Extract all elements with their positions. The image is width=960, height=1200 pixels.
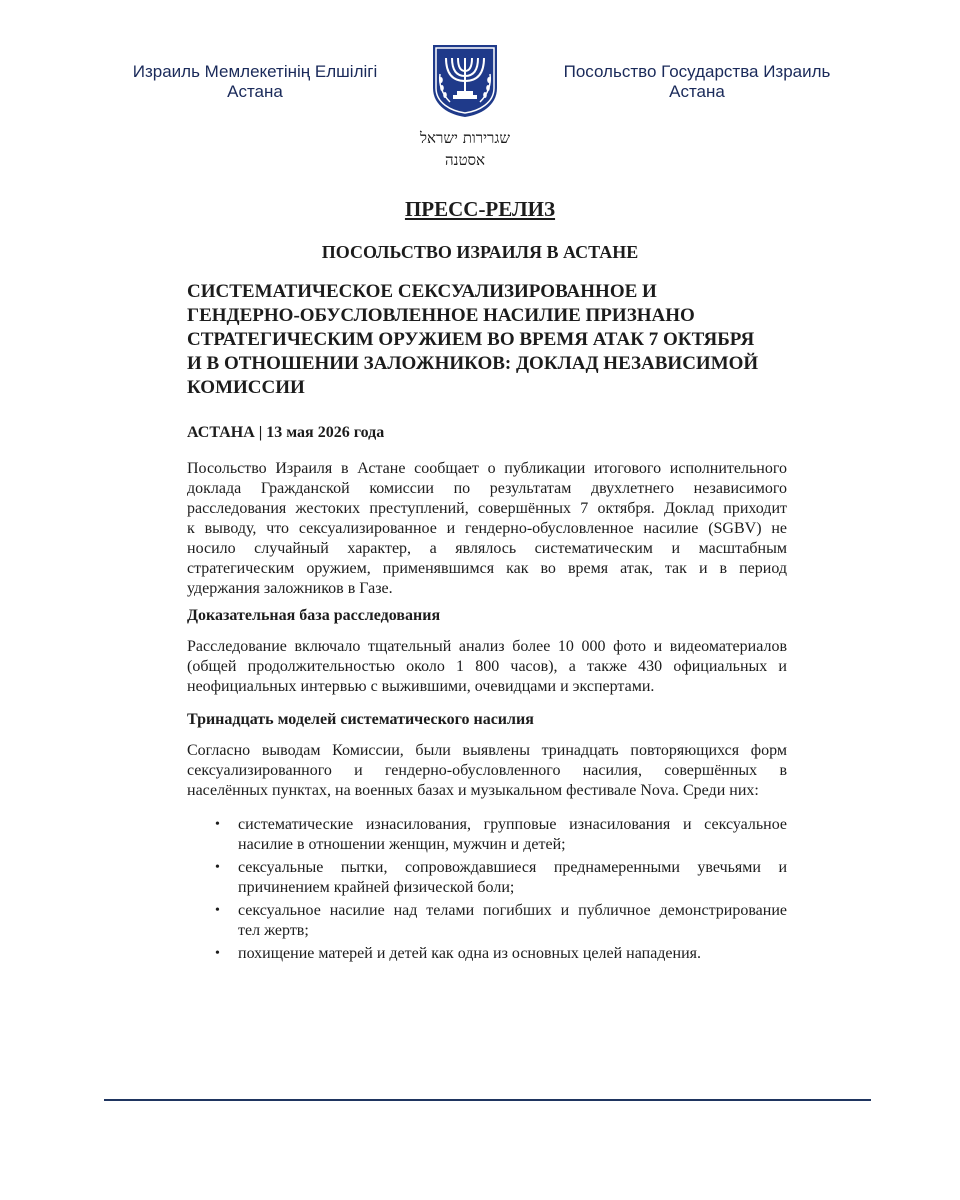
evidence-paragraph	[187, 637, 787, 697]
headline-line: И В ОТНОШЕНИИ ЗАЛОЖНИКОВ: ДОКЛАД НЕЗАВИСИМОЙ	[187, 353, 759, 374]
paragraph-line: удержания заложников в Газе.	[187, 580, 393, 597]
bullet-icon: •	[215, 946, 220, 961]
bullet-icon: •	[215, 860, 220, 875]
list-item-line: насилие в отношении женщин, мужчин и детей;	[238, 836, 566, 853]
paragraph-line: носило случайный характер, а являлось систематическим и масштабным	[187, 540, 787, 557]
headline-line: СТРАТЕГИЧЕСКИМ ОРУЖИЕМ ВО ВРЕМЯ АТАК 7 ОКТЯБРЯ	[187, 329, 755, 350]
paragraph-line: Расследование включало тщательный анализ более 10 000 фото и видеоматериалов	[187, 638, 787, 655]
header-russian-line2: Астана	[669, 82, 725, 101]
paragraph-line: стратегическим оружием, применявшимся как во время атак, так и в период	[187, 560, 787, 577]
menorah-emblem-icon	[432, 44, 498, 118]
footer-divider	[104, 1099, 871, 1101]
headline-line: ГЕНДЕРНО-ОБУСЛОВЛЕННОЕ НАСИЛИЕ ПРИЗНАНО	[187, 305, 695, 326]
paragraph-line: Согласно выводам Комиссии, были выявлены тринадцать повторяющихся форм	[187, 742, 787, 759]
list-item-line: причинением крайней физической боли;	[238, 879, 515, 896]
header-kazakh-line1: Израиль Мемлекетінің Елшілігі	[132, 62, 378, 81]
list-item	[187, 858, 787, 898]
intro-paragraph	[187, 459, 787, 599]
section-heading-evidence: Доказательная база расследования	[187, 607, 441, 624]
header-kazakh-block	[105, 62, 405, 102]
header-russian-line1: Посольство Государства Израиль	[563, 62, 831, 81]
patterns-paragraph	[187, 741, 787, 801]
list-item	[187, 815, 787, 855]
paragraph-line: к выводу, что сексуализированное и гендерно-обусловленное насилие (SGBV) не	[187, 520, 787, 537]
paragraph-line: (общей продолжительностью около 1 800 часов), а также 430 официальных и	[187, 658, 787, 675]
page-title: ПРЕСС-РЕЛИЗ	[404, 197, 556, 221]
headline-line: КОМИССИИ	[187, 377, 305, 398]
list-item-line: сексуальное насилие над телами погибших и публичное демонстрирование	[238, 902, 787, 919]
header-hebrew-line1: שגרירות ישראל	[420, 129, 510, 147]
bullet-icon: •	[215, 817, 220, 832]
paragraph-line: расследования жестоких преступлений, совершённых 7 октября. Доклад приходит	[187, 500, 787, 517]
bullet-icon: •	[215, 903, 220, 918]
list-item	[187, 901, 787, 941]
paragraph-line: доклада Гражданской комиссии по результатам двухлетнего независимого	[187, 480, 787, 497]
headline-line: СИСТЕМАТИЧЕСКОЕ СЕКСУАЛИЗИРОВАННОЕ И	[187, 281, 657, 302]
paragraph-line: сексуализированного и гендерно-обусловленного насилия, совершённых в	[187, 762, 787, 779]
paragraph-line: Посольство Израиля в Астане сообщает о публикации итогового исполнительного	[187, 460, 787, 477]
header-hebrew-block	[380, 127, 550, 171]
paragraph-line: неофициальных интервью с выжившими, очевидцами и экспертами.	[187, 678, 655, 695]
list-item-line: похищение матерей и детей как одна из основных целей нападения.	[238, 945, 702, 962]
list-item-line: тел жертв;	[238, 922, 309, 939]
list-item-line: систематические изнасилования, групповые изнасилования и сексуальное	[238, 816, 787, 833]
header-hebrew-line2: אסטנה	[444, 151, 486, 169]
header-kazakh-line2: Астана	[227, 82, 283, 101]
section-heading-patterns: Тринадцать моделей систематического насилия	[187, 711, 534, 728]
header-russian-block	[547, 62, 847, 102]
dateline: АСТАНА | 13 мая 2026 года	[187, 424, 385, 441]
subtitle: ПОСОЛЬСТВО ИЗРАИЛЯ В АСТАНЕ	[321, 242, 639, 262]
headline	[187, 280, 787, 400]
list-item-line: сексуальные пытки, сопровождавшиеся преднамеренными увечьями и	[238, 859, 787, 876]
list-item	[187, 944, 787, 964]
paragraph-line: населённых пунктах, на военных базах и музыкальном фестивале Nova. Среди них:	[187, 782, 759, 799]
bullet-list	[187, 815, 787, 967]
